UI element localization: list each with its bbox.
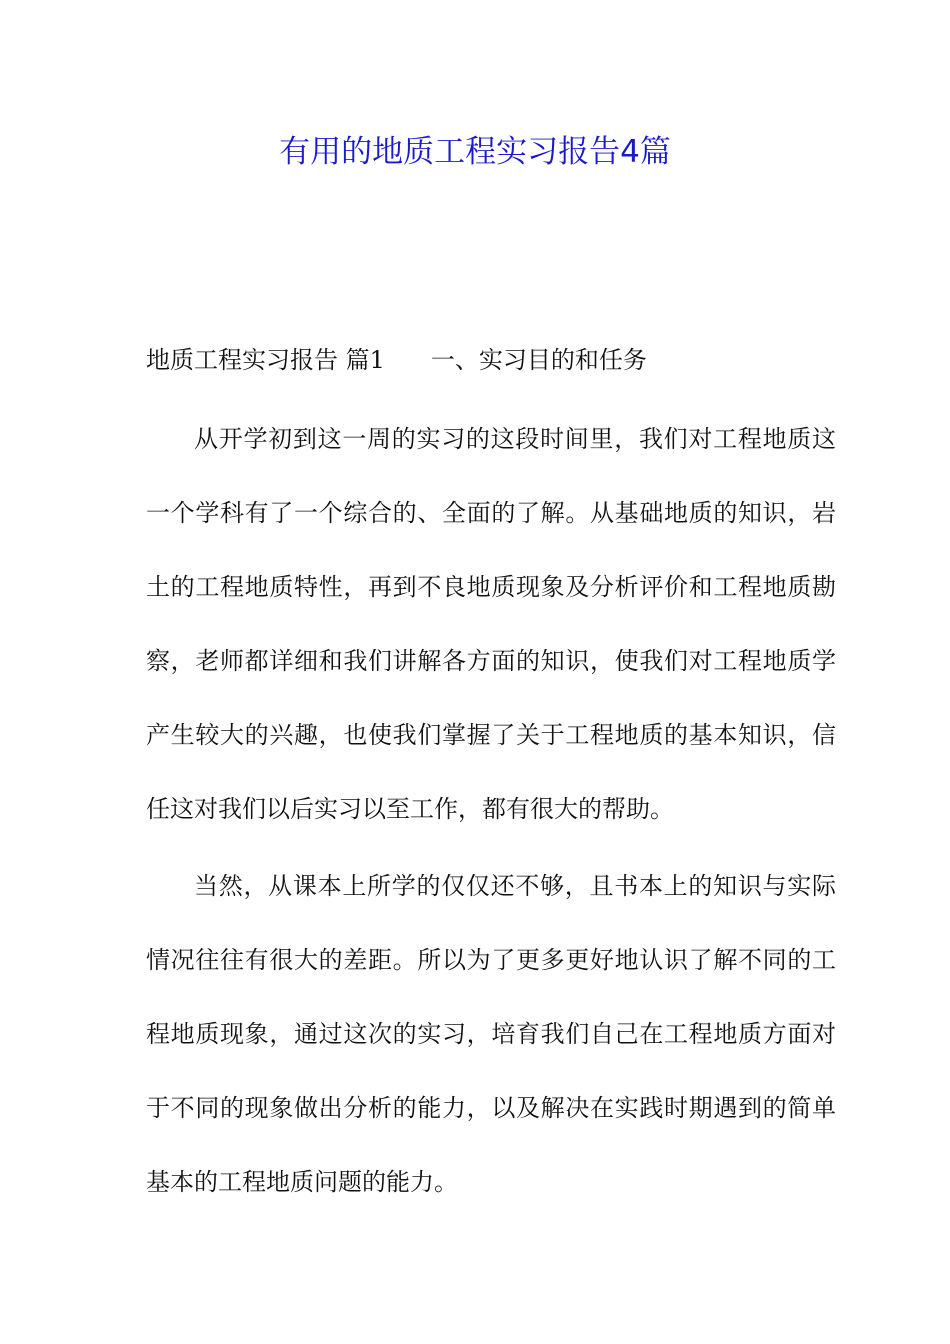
paragraph-1: 从开学初到这一周的实习的这段时间里，我们对工程地质这一个学科有了一个综合的、全面的了解。从基础地质的知识，岩土的工程地质特性，再到不良地质现象及分析评价和工程地质勘察，老师都详细和我们讲解各方面的知识，使我们对工程地质学产生较大的兴趣，也使我们掌握了关于工程地质的基本知识，信任这对我们以后实习以至工作，都有很大的帮助。 [146, 425, 836, 823]
section-heading-line [146, 340, 836, 380]
paragraph-2: 当然，从课本上所学的仅仅还不够，且书本上的知识与实际情况往往有很大的差距。所以为了更多更好地认识了解不同的工程地质现象，通过这次的实习，培育我们自己在工程地质方面对于不同的现象做出分析的能力，以及解决在实践时期遇到的简单基本的工程地质问题的能力。 [146, 872, 836, 1196]
subsection-heading: 一、实习目的和任务 [430, 346, 647, 374]
document-title: 有用的地质工程实习报告4篇 [279, 134, 671, 170]
section-heading: 地质工程实习报告 篇1 [146, 346, 385, 374]
